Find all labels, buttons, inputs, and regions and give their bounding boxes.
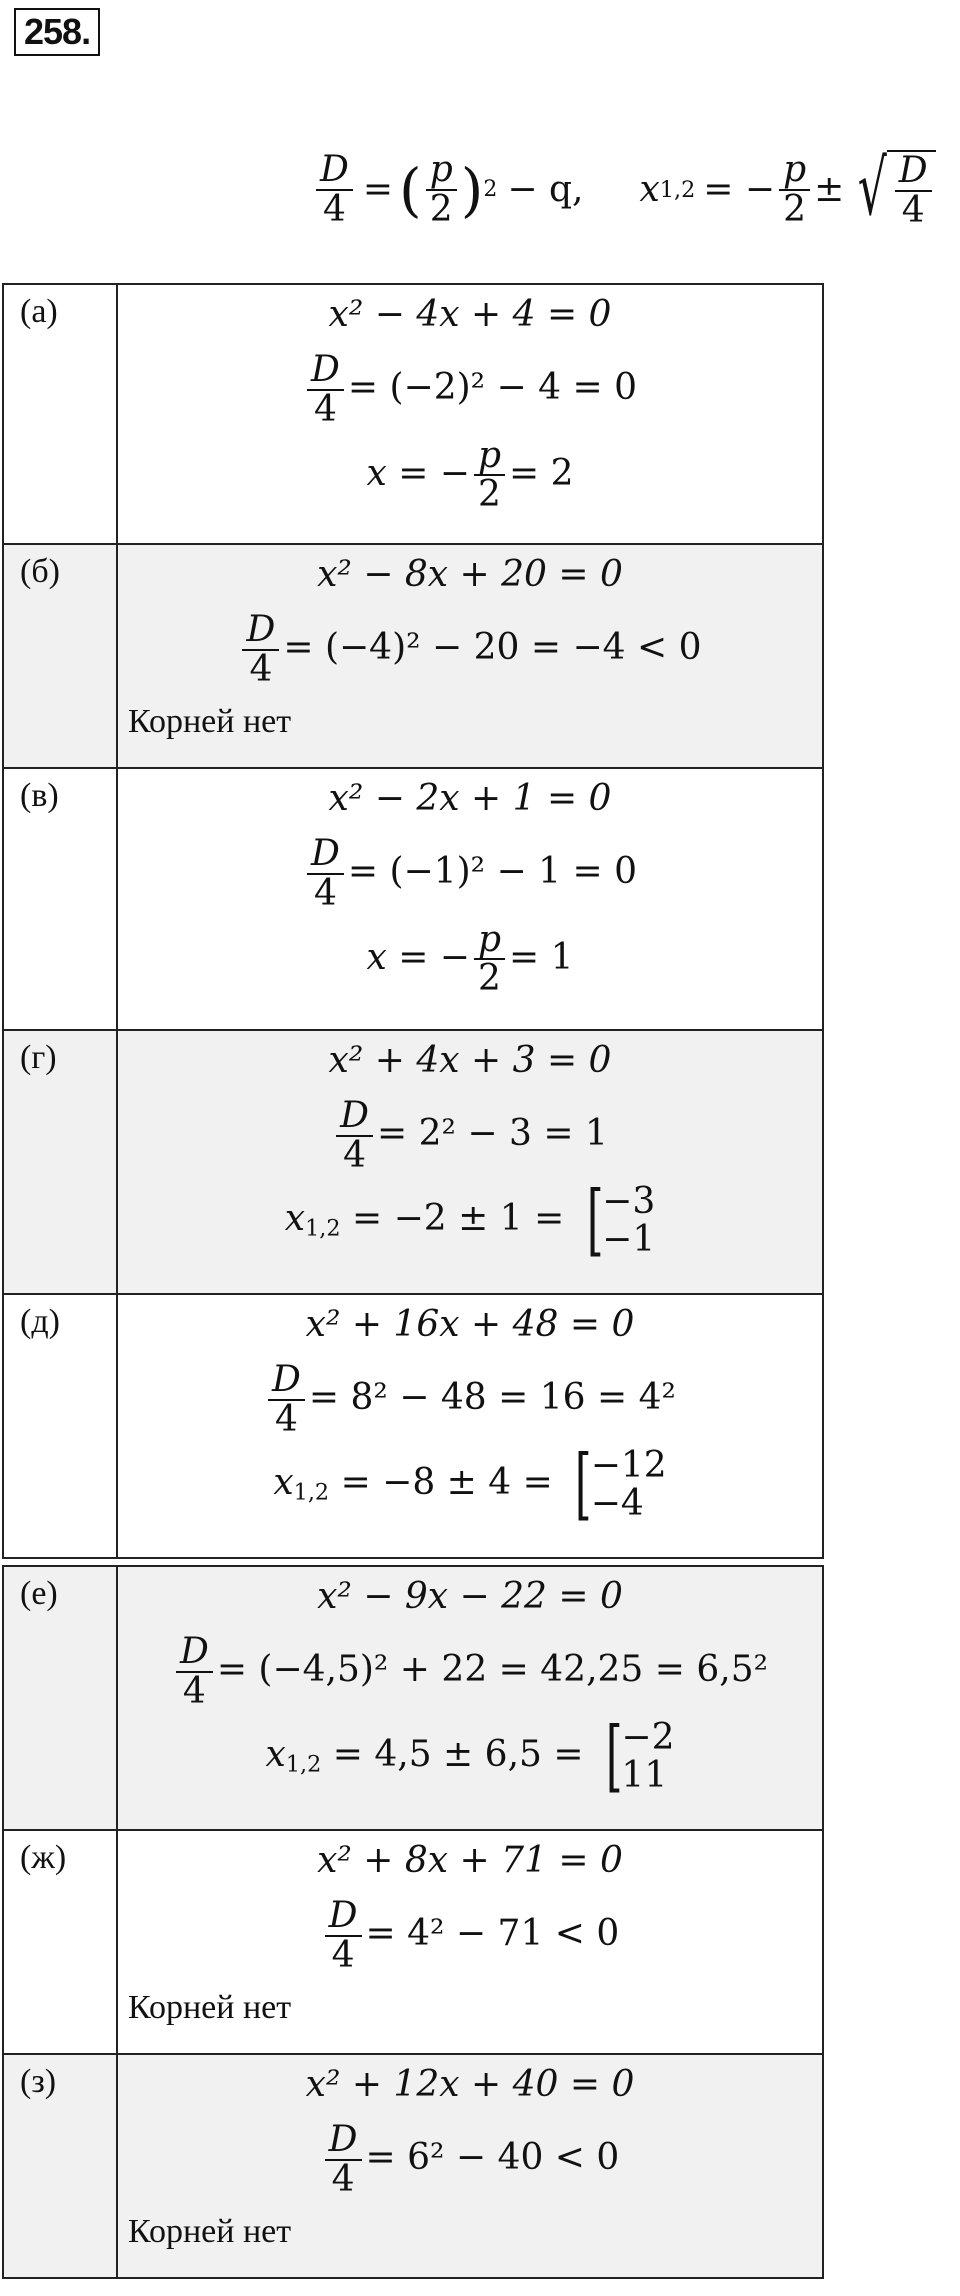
minus-q: − q, xyxy=(507,169,584,211)
equation: x² + 8x + 71 = 0 xyxy=(317,1840,623,1881)
row-g: (г) x² + 4x + 3 = 0 $\frac{D}{4}$ = 2² − 3 = 1 $x_{1,2} = -2 \pm 1$ = [ −3 −1 xyxy=(3,1030,823,1294)
equation: x² − 4x + 4 = 0 xyxy=(328,294,612,335)
row-e: (е) x² − 9x − 22 = 0 $\frac{D}{4}$ = (−4,5)² + 22 = 42,25 = 6,5² $x_{1,2} = 4,5 \pm 6,5$ = [ −2 11 xyxy=(3,1566,823,1830)
problem-number: 258. xyxy=(14,8,100,56)
discriminant: $\frac{D}{4}$ = (−4,5)² + 22 = 42,25 = 6,5² xyxy=(118,1633,822,1711)
p-over-2-fraction: $\frac{p}{2}$ xyxy=(426,151,457,229)
discriminant: $\frac{D}{4}$ = 6² − 40 < 0 xyxy=(118,2121,822,2199)
no-roots-note: Корней нет xyxy=(128,2212,292,2250)
reference-formula: $\frac{D}{4}$ = ( $\frac{p}{2}$ ) 2 − q, x 1,2 = − $\frac{p}{2}$ ± √ $\frac{D}{4}$ xyxy=(312,150,936,230)
roots: $x_{1,2} = -2 \pm 1$ = [ −3 −1 xyxy=(284,1175,656,1266)
root: x = − $\frac{p}{2}$ = 1 xyxy=(366,918,574,1000)
d-over-4-fraction: $\frac{D}{4}$ xyxy=(316,151,353,229)
equation: x² − 8x + 20 = 0 xyxy=(317,554,623,595)
discriminant: $\frac{D}{4}$ = (−2)² − 4 = 0 xyxy=(118,351,822,429)
row-v: (в) x² − 2x + 1 = 0 $\frac{D}{4}$ = (−1)² − 1 = 0 x = − $\frac{p}{2}$ = 1 xyxy=(3,768,823,1030)
row-zh: (ж) x² + 8x + 71 = 0 $\frac{D}{4}$ = 4² − 71 < 0 Корней нет xyxy=(3,1830,823,2054)
discriminant: $\frac{D}{4}$ = 8² − 48 = 16 = 4² xyxy=(118,1361,822,1439)
solutions-table xyxy=(2,283,824,2279)
no-roots-note: Корней нет xyxy=(128,702,292,740)
discriminant: $\frac{D}{4}$ = (−1)² − 1 = 0 xyxy=(118,835,822,913)
roots: $x_{1,2} = -8 \pm 4$ = [ −12 −4 xyxy=(273,1439,667,1530)
equation: x² + 4x + 3 = 0 xyxy=(328,1040,612,1081)
row-z: (з) x² + 12x + 40 = 0 $\frac{D}{4}$ = 6² − 40 < 0 Корней нет xyxy=(3,2054,823,2278)
no-roots-note: Корней нет xyxy=(128,1988,292,2026)
sqrt-d-over-4: √ $\frac{D}{4}$ xyxy=(848,150,935,230)
equation: x² − 9x − 22 = 0 xyxy=(317,1576,623,1617)
equation: x² + 16x + 48 = 0 xyxy=(305,1304,635,1345)
roots: $x_{1,2} = 4,5 \pm 6,5$ = [ −2 11 xyxy=(265,1711,675,1802)
discriminant: $\frac{D}{4}$ = 4² − 71 < 0 xyxy=(118,1897,822,1975)
row-d: (д) x² + 16x + 48 = 0 $\frac{D}{4}$ = 8² − 48 = 16 = 4² $x_{1,2} = -8 \pm 4$ = [ −12 −4 xyxy=(3,1294,823,1558)
row-b: (б) x² − 8x + 20 = 0 $\frac{D}{4}$ = (−4)² − 20 = −4 < 0 Корней нет xyxy=(3,544,823,768)
discriminant: $\frac{D}{4}$ = (−4)² − 20 = −4 < 0 xyxy=(118,611,822,689)
equation: x² + 12x + 40 = 0 xyxy=(305,2064,635,2105)
equation: x² − 2x + 1 = 0 xyxy=(328,778,612,819)
row-a: (а) x² − 4x + 4 = 0 $\frac{D}{4}$ = (−2)² − 4 = 0 x = − $\frac{p}{2}$ = 2 xyxy=(3,284,823,544)
discriminant: $\frac{D}{4}$ = 2² − 3 = 1 xyxy=(118,1097,822,1175)
root: x = − $\frac{p}{2}$ = 2 xyxy=(366,434,574,516)
